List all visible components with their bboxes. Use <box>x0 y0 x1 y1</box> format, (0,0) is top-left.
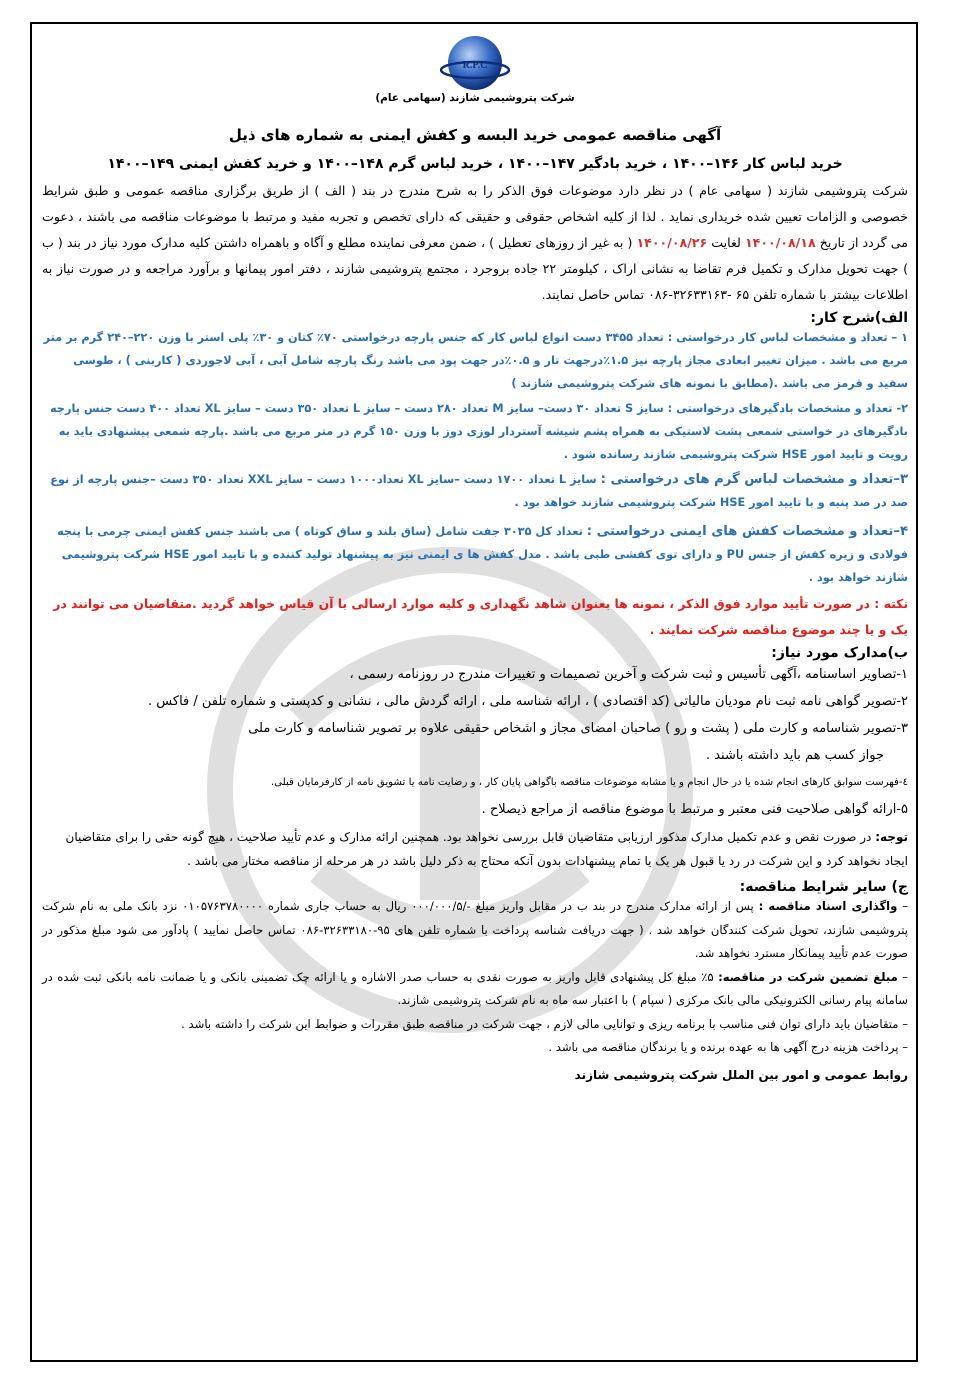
section-c-heading: ج) سایر شرایط مناقصه: <box>739 879 908 895</box>
condition-1-label: واگذاری اسناد مناقصه : <box>758 899 898 913</box>
date-from: ۱۴۰۰/۰۸/۱۸ <box>744 235 816 250</box>
header <box>42 30 908 104</box>
condition-1: – واگذاری اسناد مناقصه : پس از ارائه مدارک مندرج در بند ب در مقابل واریز مبلغ -/۰۰۰/۰۰۰/۵ ریال به حساب جاری شماره ۰۱۰۵۷۶۳۷۸۰۰۰۰ نزد بانک ملی به نام شرکت پتروشیمی شازند، تحویل شرکت کنندگان خواهد شد . ( جهت دریافت شناسه پرداخت با شماره تلفن های ۹۵-۳۲۶۳۳۱۸۰-۰۸۶ تماس حاصل نمایید ) پادآور می شود مبلغ مذکور در صورت عدم تأیید پیمانکار مسترد نخواهد شد. <box>42 899 908 960</box>
doc-item-2: ۲-تصویر گواهی نامه ثبت نام مودیان مالیاتی (کد اقتصادی ) ، ارائه شناسه ملی ، ارائه گردش مالی ، نشانی و کدپستی و شماره تلفن / فاکس . <box>148 694 908 709</box>
section-a-note: نکته : در صورت تأیید موارد فوق الذکر ، نمونه ها بعنوان شاهد نگهداری و کلیه موارد ارسالی با آن قیاس خواهد گردید .متقاضیان می توانند در یک و یا چند موضوع مناقصه شرکت نمایند . <box>53 596 908 637</box>
intro-text-2: لغایت <box>711 235 741 250</box>
doc-item-5: ۵-ارائه گواهی صلاحیت فنی معتبر و مرتبط با موضوع مناقصه از مراجع ذیصلاح . <box>481 802 908 817</box>
work-item-3-head: ۳–تعداد و مشخصات لباس گرم های درخواستی : <box>600 472 908 487</box>
work-item-4-head: ۴–تعداد و مشخصات کفش های ایمنی درخواستی : <box>586 524 908 539</box>
doc-item-4: ٤-فهرست سوابق کارهای انجام شده یا در حال انجام و یا مشابه موضوعات مناقصه باگواهی پایان کار ، و رضایت نامه یا تشویق نامه از کارفرمایان قبلی. <box>270 777 908 788</box>
work-item-2: ۲- تعداد و مشخصات بادگیرهای درخواستی : سایز S تعداد ۳۰ دست– سایز M تعداد ۲۸۰ دست – سایز L تعداد ۳۵۰ دست – سایز XL تعداد ۴۰۰ دست جنس پارچه بادگیرهای در خواستی شمعی پشت لاستیکی به همراه پشم شیشه آستردار لوزی دوز با وزن ۱۵۰ گرم در متر مربع می باشد .پارچه شمعی پیشنهادی باید به رویت و تایید امور HSE شرکت پتروشیمی شازند رسانده شود . <box>49 402 908 461</box>
intro-text-1: شرکت پتروشیمی شازند ( سهامی عام ) در نظر دارد موضوعات فوق الذکر را به شرح مندرج در بند ( الف ) از طریق برگزاری مناقصه عمومی و طبق شرایط خصوصی و الزامات تعیین شده خریداری نماید . لذا از کلیه اشخاص حقوقی و حقیقی که دارای تخصص و تجربه مفید و مرتبط با موضوعات مناقصه می باشند ، دعوت می گردد از تاریخ <box>42 183 908 250</box>
condition-4-text: پرداخت هزینه درج آگهی ها به عهده برنده و یا برندگان مناقصه می باشد . <box>548 1040 899 1054</box>
company-name: شرکت پتروشیمی شازند (سهامی عام) <box>375 92 575 104</box>
work-item-3-text: سایز L تعداد ۱۷۰۰ دست –سایز XL تعداد۱۰۰۰ دست – سایز XXL تعداد ۳۵۰ دست –جنس پارچه از نوع صد در صد پنبه و با تایید امور HSE شرکت پتروشیمی شازند خواهد بود . <box>50 473 908 509</box>
section-a-heading: الف)شرح کار: <box>810 310 908 326</box>
section-b-heading: ب)مدارک مورد نیاز: <box>771 645 908 661</box>
condition-3: – متقاضیان باید دارای توان فنی مناسب با برنامه ریزی و توانایی مالی لازم ، جهت شرکت در مناقصه طبق مقررات و ضوابط این شرکت را داشته باشد . <box>181 1016 908 1031</box>
date-to: ۱۴۰۰/۰۸/۲۶ <box>636 235 708 250</box>
announcement-document <box>42 30 908 1082</box>
condition-2-text: ۵٪ مبلغ کل پیشنهادی قابل واریز به صورت نقدی به حساب صدر الاشاره و یا ارائه چک تضمینی بانکی و یا ضمانت نامه بانکی ثبت شده در سامانه پیام رسانی الکترونیکی مالی بانک مرکزی ( سپام ) با اعتبار سه ماه به نام شرکت پتروشیمی شازند. <box>42 969 908 1007</box>
rpc-logo-icon <box>440 30 510 96</box>
note-text: در صورت نقص و عدم تکمیل مدارک مذکور ارزیابی متقاضیان قابل بررسی نخواهد بود. همچنین ارائه مدارک و عدم تأیید صلاحیت ، هیچ گونه حقی را برای متقاضیان ایجاد نخواهد کرد و این شرکت در رد یا قبول هر یک یا تمام پیشنهادات بدون آنکه محتاج به ذکر دلیل باشد در هر مرحله از مناقصه مختار می باشد . <box>65 830 908 868</box>
intro-text-3: ( به غیر از روزهای تعطیل ) ، ضمن معرفی نماینده مطلع و آگاه و باهمراه داشتن کلیه مدارک مورد نیاز در بند ( ب ) جهت تحویل مدارک و تکمیل فرم تقاضا به نشانی اراک ، کیلومتر ۲۲ جاده بروجرد ، مجتمع پتروشیمی شازند ، دفتر امور پیمانها و برآورد مراجعه و در صورت نیاز به اطلاعات بیشتر با شماره تلفن ۶۵ -۳۲۶۳۳۱۶۳-۰۸۶ تماس حاصل نمایند. <box>42 235 908 302</box>
work-item-4-text: تعداد کل ۳۰۳۵ جفت شامل (ساق بلند و ساق کوتاه ) می باشند جنس کفش ایمنی چرمی با پنجه فولادی و زیره کفش از جنس PU و دارای توی کفشی طبی باشد . مدل کفش ها ی ایمنی نیز به پیشنهاد تولید کننده و با تایید امور HSE شرکت پتروشیمی شازند خواهد بود . <box>57 525 908 584</box>
condition-4: – پرداخت هزینه درج آگهی ها به عهده برنده و یا برندگان مناقصه می باشد . <box>548 1040 908 1054</box>
page-subtitle: خرید لباس کار ۱۴۶–۱۴۰۰ ، خرید بادگیر ۱۴۷–۱۴۰۰ ، خرید لباس گرم ۱۴۸–۱۴۰۰ و خرید کفش ایمنی ۱۴۹–۱۴۰۰ <box>107 156 843 172</box>
condition-2: – مبلغ تضمین شرکت در مناقصه: ۵٪ مبلغ کل پیشنهادی قابل واریز به صورت نقدی به حساب صدر الاشاره و یا ارائه چک تضمینی بانکی و یا ضمانت نامه بانکی ثبت شده در سامانه پیام رسانی الکترونیکی مالی بانک مرکزی ( سپام ) با اعتبار سه ماه به نام شرکت پتروشیمی شازند. <box>42 969 909 1007</box>
svg-text:R.P.C: R.P.C <box>462 60 488 71</box>
condition-2-label: مبلغ تضمین شرکت در مناقصه: <box>718 969 898 984</box>
conditions-list <box>42 895 908 1060</box>
work-item-4 <box>42 520 908 589</box>
work-item-3 <box>42 468 908 514</box>
doc-item-3-cont: جواز کسب هم باید داشته باشند . <box>705 748 884 763</box>
documents-list <box>42 661 908 823</box>
condition-1-text: پس از ارائه مدارک مندرج در بند ب در مقابل واریز مبلغ -/۰۰۰/۰۰۰/۵ ریال به حساب جاری شماره ۰۱۰۵۷۶۳۷۸۰۰۰۰ نزد بانک ملی به نام شرکت پتروشیمی شازند، تحویل شرکت کنندگان خواهد شد . ( جهت دریافت شناسه پرداخت با شماره تلفن های ۹۵-۳۲۶۳۳۱۸۰-۰۸۶ تماس حاصل نمایید ) پادآور می شود مبلغ مذکور در صورت عدم تأیید پیمانکار مسترد نخواهد شد. <box>42 899 908 960</box>
signature: روابط عمومی و امور بین الملل شرکت پتروشیمی شازند <box>574 1067 908 1082</box>
page-title: آگهی مناقصه عمومی خرید البسه و کفش ایمنی به شماره های ذیل <box>228 126 722 144</box>
doc-item-3: ۳-تصویر شناسامه و کارت ملی ( پشت و رو ) صاحبان امضای مجاز و اشخاص حقیقی علاوه بر تصویر شناسامه و کارت ملی <box>248 721 908 736</box>
condition-3-text: متقاضیان باید دارای توان فنی مناسب با برنامه ریزی و توانایی مالی لازم ، جهت شرکت در مناقصه طبق مقررات و ضوابط این شرکت را داشته باشد . <box>181 1016 899 1031</box>
intro-paragraph <box>42 178 908 308</box>
section-b-note <box>42 825 908 873</box>
work-item-1: ۱ – تعداد و مشخصات لباس کار درخواستی : تعداد ۳۴۵۵ دست انواع لباس کار که جنس پارچه درخواستی ۷۰٪ کتان و ۳۰٪ پلی استر با وزن ۲۲۰–۲۴۰ گرم بر متر مربع می باشد . میزان تغییر ابعادی مجاز پارچه نیز ۱.۵٪درجهت تار و ۰.۵٪در جهت پود می باشد رنگ پارچه شامل آبی ، آبی لاجوردی ( کاربنی ) ، طوسی سفید و قرمز می باشد .(مطابق با نمونه های شرکت پتروشیمی شازند ) <box>43 331 908 390</box>
doc-item-1: ۱-تصاویر اساسنامه ،آگهی تأسیس و ثبت شرکت و آخرین تصمیمات و تغییرات مندرج در روزنامه رسمی ، <box>349 667 908 682</box>
note-label: توجه: <box>875 830 908 844</box>
